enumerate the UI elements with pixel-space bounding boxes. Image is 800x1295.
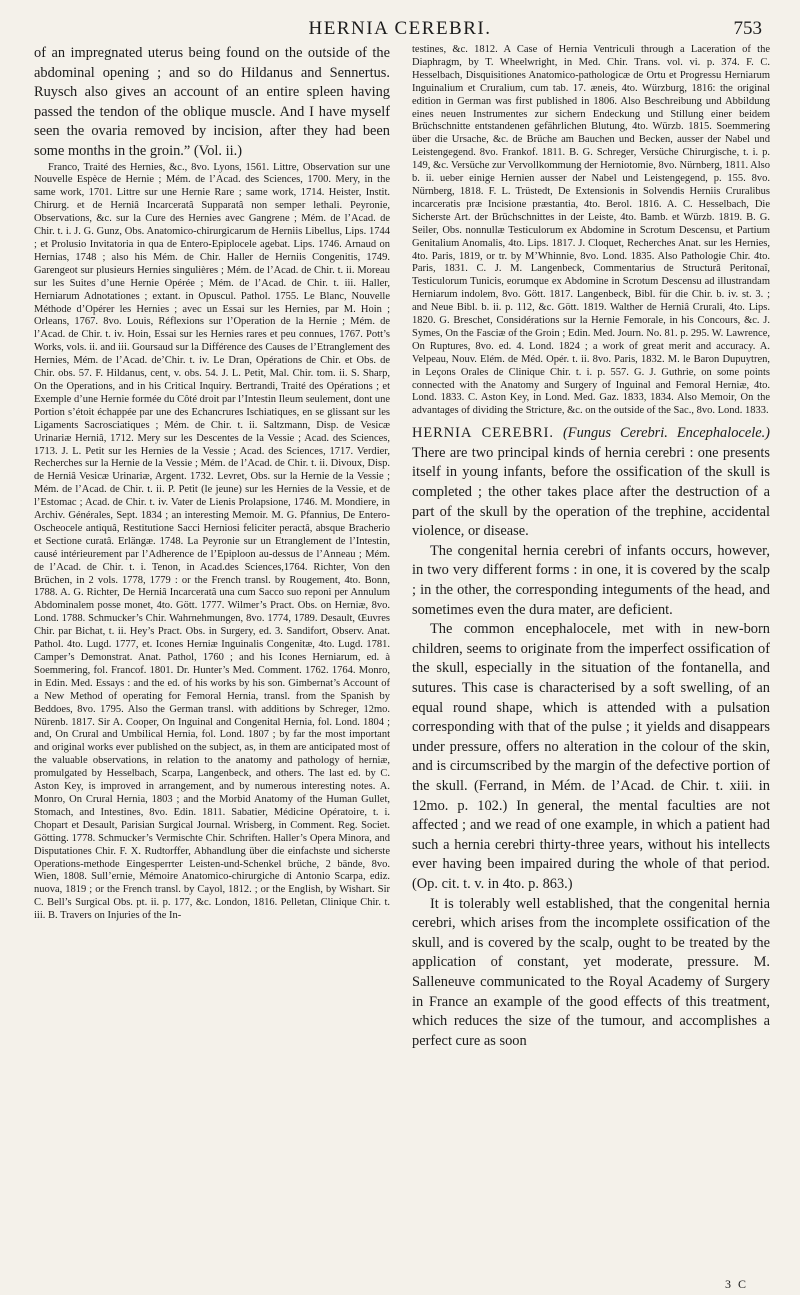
page-number: 753	[733, 18, 762, 39]
right-column	[412, 44, 770, 1273]
article-paragraph-3: The common encephalocele, met with in new-born children, seems to originate from the imperfect ossification of the skull, especially in the situation of the fontanella, and sutures. This case is characterised by a soft swelling, of an equal round shape, which is attended with a pulsation corresponding with that of the pulse ; it yields and disappears under pressure, offers no alteration in the colour of the skin, and is circumscribed by the margin of the defective portion of the skull. (Ferrand, in Mém. de l’Acad. de Chir. t. xiii. in 12mo. p. 102.) In general, the mental faculties are not affected ; and we read of one example, in which a patient had such a hernia cerebri thirty-three years, without his intellects ever having been impaired during the whole of that period. (Op. cit. t. v. in 4to. p. 863.)	[412, 621, 770, 892]
running-title: HERNIA CEREBRI.	[308, 18, 492, 39]
article-lead-paragraph	[412, 424, 770, 542]
left-column	[34, 44, 390, 1273]
running-header	[0, 18, 800, 44]
article-paragraph-1: There are two principal kinds of hernia cerebri : one presents itself in young infants, before the ossification of the skull is completed ; the other takes place after the destruction of a part of the skull by the operation of the trephine, accidental violence, or disease.	[412, 444, 770, 540]
article-paragraph-2: The congenital hernia cerebri of infants occurs, however, in two very different forms : in one, it is covered by the scalp ; in the other, the corresponding integuments of the head, and sometimes even the dura mater, are deficient.	[412, 542, 770, 618]
left-intro-text: of an impregnated uterus being found on the outside of the abdominal opening ; and so do Hildanus and Sennertus. Ruysch also gives an account of an entire spleen having passed the tendon of the oblique muscle. And I have myself seen the ovaria removed by incision, after they had been some months in the groin.” (Vol. ii.)	[34, 45, 390, 159]
signature-mark: 3 C	[724, 1277, 748, 1291]
article-paragraph-4: It is tolerably well established, that the congenital hernia cerebri, which arises from the incomplete ossification of the skull, and is covered by the scalp, ought to be treated by the application of constant, yet moderate, pressure. M. Salleneuve communicated to the Royal Academy of Surgery in France an example of the good effects of this treatment, which reduces the size of the tumour, and accomplishes a perfect cure as soon	[412, 895, 770, 1049]
article-headword: HERNIA CEREBRI.	[412, 425, 554, 442]
article-synonym: (Fungus Cerebri. Encephalocele.)	[563, 425, 770, 442]
left-bibliography: Franco, Traité des Hernies, &c., 8vo. Lyons, 1561. Littre, Observation sur une Nouvelle Espèce de Hernie ; Mém. de l’Acad. des Sciences, 1700. Mery, in the same work, 1701. Littre sur une Hernie Rare ; same work, 1714. Heister, Instit. Chirurg. et de Herniâ Incarceratâ Supparatâ non semper lethali. Peyronie, Observations, &c. sur la Cure des Hernies avec Gangrene ; Mém. de l’Acad. de Chir. t. i. J. G. Gunz, Obs. Anatomico-chirurgicarum de Herniis Libellus, Lips. 1744 ; et Prolusio Invitatoria in qua de Entero-Epiplocele agebat. Lips. 1746. Arnaud on Hernias, 1748 ; also his Mém. de Chir. Haller de Herniis Congenitis, 1749. Garengeot sur plusieurs Hernies singulières ; Mém. de l’Acad. de Chir. t. ii. Moreau sur les Suites d’une Hernie Opérée ; Mém. de l’Acad. de Chir. t. iii. Haller, Herniarum Adnotationes ; extant. in Opuscul. Pathol. 1755. Le Blanc, Nouvelle Méthode d’Opérer les Hernies ; avec un Essai sur les Hernies, par M. Hoin ; Orleans, 1767. 8vo. Louis, Réflexions sur l’Operation de la Hernie ; Mém. de l’Acad. de Chir. t. iv. Hoin, Essai sur les Hernies rares et peu connues, 1767. Pott’s Works, vols. ii. and iii. Goursaud sur la Différence des Causes de l’Etranglement des Hernies, Mém. de l’Acad. de’Chir. t. iv. Le Dran, Opérations de Chir. et Obs. de Chir. obs. 57. F. Hildanus, cent, v. obs. 54. J. L. Petit, Mal. Chir. tom. ii. S. Sharp, On the Operations, and in his Critical Inquiry. Bertrandi, Traité des Opérations ; et Exemple d’une Hernie formée du Côté droit par l’Intestin Ileum seulement, dont une Portion s’étoit échappée par une des Echancrures Ischiatiques, en se glissant sur les Ligaments Sacrosciatiques ; Mém. de Chir. t. ii. Saltzmann, Disp. de Vesicæ Urinariæ Herniâ, 1712. Mery sur les Descentes de la Vessie ; Acad. des Sciences, 1713. J. L. Petit sur les Hernies de la Vessie ; Acad. des Sciences, 1717. Verdier, Recherches sur la Hernie de la Vessie ; Mém. de l’Acad. de Chir. t. ii. Divoux, Disp. de Herniâ Vesicæ Urinariæ, Argent. 1732. Levret, Obs. sur la Hernie de la Vessie ; Mém. de l’Acad. de Chir. t. ii. P. Petit (le jeune) sur les Hernies de la Vessie, et de l’Estomac ; Acad. de Chir. t. iv. Vater de Lienis Prolapsione, 1746. M. Mondiere, in Archiv. Générales, Sept. 1834 ; an interesting Memoir. M. G. Pfannius, De Entero-Oscheocele antiquâ, Restitutione Sacci Herniosi feliciter peractâ, absque Bracherio et Sectione curatâ. Erlängæ. 1748. La Peyronie sur un Etranglement de l’Intestin, causé intérieurement par l’Adherence de l’Epiploon au-dessus de l’Anneau ; Mém. de l’Acad. de Chir. t. i. Tenon, in Acad.des Sciences,1764. Richter, Von den Brüchen, in 2 vols. 1778, 1779 : or the French transl. by Rougement, 4to. Bonn, 1788. A. G. Richter, De Herniâ Incarceratâ una cum Sacco suo reponi per Annulum Abdominalem posse monet, 4to. Gött. 1777. Wilmer’s Pract. Obs. on Herniæ, 8vo. Lond. 1788. Schmucker’s Chir. Wahrnehmungen, 8vo. 1774, 1789. Desault, Œuvres Chir. par Bichat, t. ii. Hey’s Pract. Obs. in Surgery, ed. 3. Sandifort, Observ. Anat. Pathol. 4to. Lugd. 1777, et. Icones Herniæ Inguinalis Congenitæ, 4to. Lugd. 1781. Camper’s Demonstrat. Anat. Pathol, 1760 ; and his Icones Herniarum, ed. à Soemmering, fol. Francof. 1801. Dr. Hunter’s Med. Comment. 1762. 1764. Monro, in Edin. Med. Essays : and the ed. of his works by his son. Gimbernat’s Account of a New Method of operating for Femoral Hernia, transl. from the Spanish by Beddoes, 8vo. 1795. Also the German transl. with additions by Schreger, 12mo. Nürenb. 1817. Sir A. Cooper, On Inguinal and Congenital Hernia, fol. Lond. 1804 ; and, On Crural and Umbilical Hernia, fol. Lond. 1807 ; by far the most important and original works ever published on the subject, as, in them are anticipated most of the valuable observations, in relation to the anatomy and pathology of herniæ, promulgated by Hesselbach, Scarpa, Langenbeck, and others. The last ed. by C. Aston Key, is improved in arrangement, and by numerous interesting notes. A. Monro, On Crural Hernia, 1803 ; and the Morbid Anatomy of the Human Gullet, Stomach, and Intestines, 8vo. Edin. 1811. Sabatier, Médicine Opératoire, t. i. Chopart et Desault, Parisian Surgical Journal. Wrisberg, in Comment. Reg. Societ. Götting. 1778. Schmucker’s Vermischte Chir. Schriften. Haller’s Opera Minora, and Disputationes Chir. F. X. Rudtorffer, Abhandlung über die einfachste und sicherste Operations-methode Eingesperrter Leisten-und-Schenkel brüche, 2 bände, 8vo. Wien, 1808. Sull’ernie, Mémoire Anatomico-chirurgiche di Antonio Scarpa, ediz. nuova, 1819 ; or the French transl. by Cayol, 1812. ; or the English, by Wishart. Sir C. Bell’s Surgical Obs. pt. ii. p. 177, &c. London, 1816. Pelletan, Clinique Chir. t. iii. B. Travers on Injuries of the In-	[34, 161, 390, 922]
right-bibliography: testines, &c. 1812. A Case of Hernia Ventriculi through a Laceration of the Diaphragm, by T. Wheelwright, in Med. Chir. Trans. vol. vi. p. 374. F. C. Hesselbach, Disquisitiones Anatomico-pathologicæ de Ortu et Progressu Herniarum Inguinalium et Cruralium, cum tab. 17. æneis, 4to. Würzburg, 1816: the original edition in German was first published in 1806. Also Beschreibung und Abbildung eines neuen Instrumentes zur sichern Endeckung und Stillung einer beidem Brüchschnitte entstandenen gefährlichen Blutung, 4to. Würzb. 1815. Soemmering über die Ursache, &c. de Brüche am Bauchen und Becken, ausser der Nabel und Leistengegend. 8vo. Frankof. 1811. B. G. Schreger, Versüche Chirurgische, t. i. p. 149, &c. Versüche zur Vervollkommung der Herniotomie, 8vo. Nürnberg, 1811. Also b. ii. ueber einige Hernien ausser der Nabel und Leistengegend, p. 155. 8vo. Nürnberg, 1818. F. L. Trüstedt, De Extensionis in Solvendis Herniis Cruralibus incarceratis præ Incisione præstantia, 4to. Berol. 1816. A. C. Hesselbach, Die Sicherste Art. der Brüchschnittes in der Leiste, 4to. Bamb. et Würzb. 1819. B. G. Seiler, Obs. nonnullæ Testiculorum ex Abdomine in Scrotum Descensu, et Partium Genitalium Anomalis, 4to. Lips. 1817. J. Cloquet, Recherches Anat. sur les Hernies, 4to. Paris, 1819, or tr. by M’Whinnie, 8vo. Lond. 1835. Also Pathologie Chir. 4to. Paris, 1831. C. J. M. Langenbeck, Commentarius de Structurâ Peritonaî, Testiculorum Tunicis, eorumque ex Abdomine in Scrotum Descensu ad illustrandam Herniarum indolem, 8vo. Gött. 1817. Langenbeck, Bibl. für die Chir. b. iv. st. 3. ; and Neue Bibl. b. ii. p. 112, &c. Gött. 1819. Walther de Herniâ Crurali, 4to. Lips. 1820. G. Breschet, Considérations sur la Hernie Femorale, in his Concours, &c. J. Symes, On the Fasciæ of the Groin ; Edin. Med. Journ. No. 81. p. 295. W. Lawrence, On Ruptures, 8vo. ed. 4. Lond. 1824 ; a work of great merit and accuracy. A. Velpeau, Nouv. Elém. de Méd. Opér. t. ii. 8vo. Paris, 1832. M. le Baron Dupuytren, in Leçons Orales de Clinique Chir. t. i. p. 557. G. J. Guthrie, on some points connected with the Anatomy and Surgery of Inguinal and Femoral Herniæ, 4to. Lond. 1833. C. Aston Key, in Lond. Med. Gaz. 1833, 1834. Also Memoir, On the advantages of dividing the Stricture, &c. on the outside of the Sac., 8vo. Lond. 1833.	[412, 44, 770, 417]
